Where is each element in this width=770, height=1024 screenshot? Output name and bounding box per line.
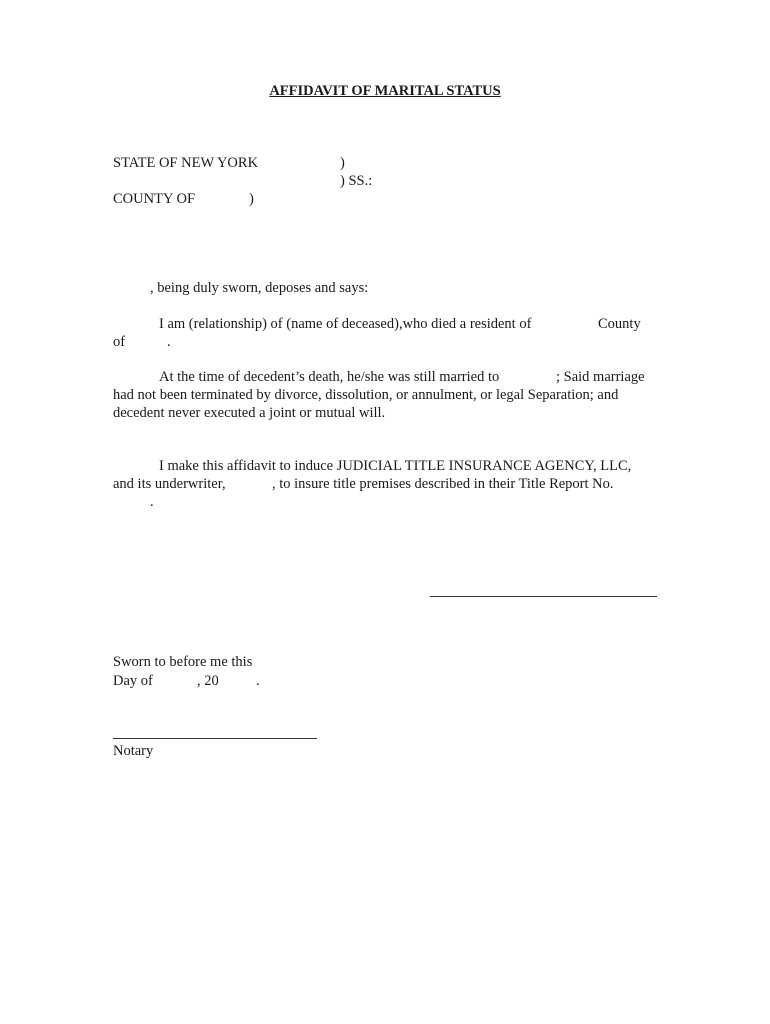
venue-ss: ) SS.: <box>340 173 373 189</box>
venue-state: STATE OF NEW YORK <box>113 155 259 171</box>
notary-signature-line <box>113 738 317 739</box>
para2-line1-end: ; Said marriage <box>556 369 645 385</box>
venue-paren-3: ) <box>249 191 254 207</box>
para1-line1: I am (relationship) of (name of deceased),who died a resident of <box>159 316 532 332</box>
para3-underwriter: and its underwriter, <box>113 476 226 492</box>
para2-line1: At the time of decedent’s death, he/she was still married to <box>159 369 500 385</box>
notary-label: Notary <box>113 743 154 759</box>
jurat-day-of: Day of <box>113 673 153 689</box>
para3-period: . <box>150 494 154 510</box>
jurat-period: . <box>256 673 260 689</box>
para2-line3: decedent never executed a joint or mutual will. <box>113 405 386 421</box>
para3-line1: I make this affidavit to induce JUDICIAL TITLE INSURANCE AGENCY, LLC, <box>159 458 632 474</box>
para1-period: . <box>167 334 171 350</box>
para2-line2: had not been terminated by divorce, dissolution, or annulment, or legal Separation; and <box>113 387 619 403</box>
jurat-year: , 20 <box>197 673 219 689</box>
affiant-signature-line <box>430 596 657 597</box>
para3-line2: , to insure title premises described in their Title Report No. <box>272 476 614 492</box>
para1-of: of <box>113 334 126 350</box>
para1-county: County <box>598 316 641 332</box>
jurat-line1: Sworn to before me this <box>113 654 253 670</box>
affiant-intro: , being duly sworn, deposes and says: <box>150 280 369 296</box>
venue-county: COUNTY OF <box>113 191 196 207</box>
venue-paren-1: ) <box>340 155 345 171</box>
document-title: AFFIDAVIT OF MARITAL STATUS <box>269 83 501 99</box>
